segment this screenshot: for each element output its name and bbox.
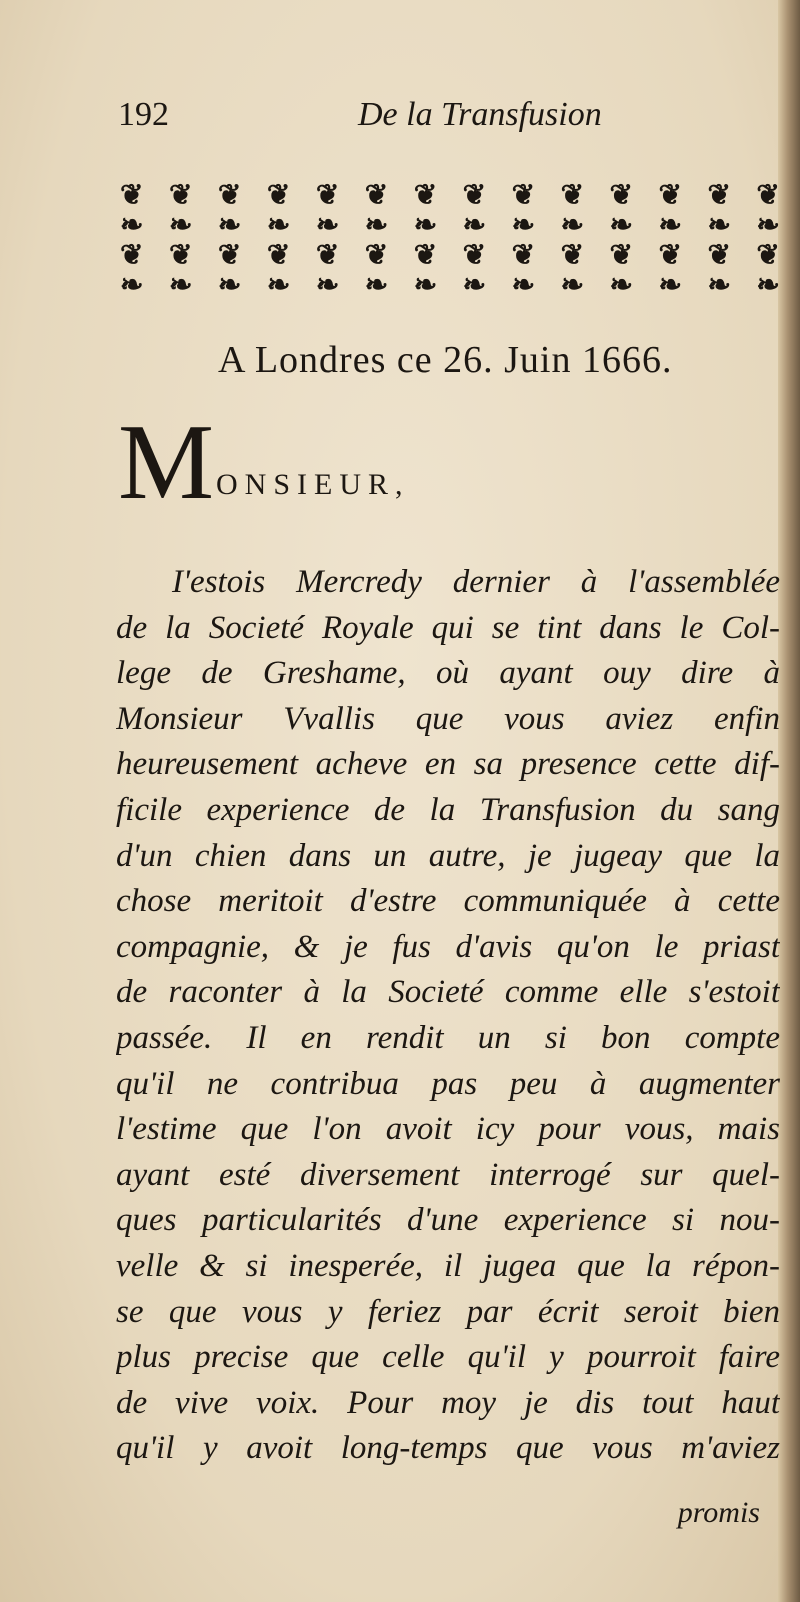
fleuron-icon: ❧ — [315, 208, 340, 241]
text-line: de raconter à la Societé comme elle s'estoit — [116, 974, 780, 1011]
fleuron-icon: ❦ — [707, 238, 731, 271]
text-line: d'un chien dans un autre, je jugeay que la — [116, 837, 780, 874]
fleuron-icon: ❧ — [120, 208, 144, 241]
text-line: Monsieur Vvallis que vous aviez enfin — [116, 700, 780, 737]
page-gutter — [778, 0, 800, 1602]
fleuron-icon: ❦ — [315, 238, 340, 271]
text-line: ayant esté diversement interrogé sur quel- — [116, 1156, 780, 1193]
fleuron-icon: ❦ — [756, 238, 780, 271]
fleuron-icon: ❧ — [168, 268, 193, 301]
fleuron-icon: ❦ — [658, 238, 682, 271]
fleuron-icon: ❦ — [315, 178, 340, 211]
text-line: passée. Il en rendit un si bon compte — [116, 1019, 780, 1056]
salutation-text: ONSIEUR, — [216, 468, 410, 501]
running-title: De la Transfusion — [358, 96, 602, 133]
text-line: velle & si inesperée, il jugea que la répon- — [116, 1247, 780, 1284]
fleuron-icon: ❦ — [266, 238, 291, 271]
drop-capital: M — [118, 403, 215, 522]
text-line: plus precise que celle qu'il y pourroit faire — [116, 1339, 780, 1376]
text-line: I'estois Mercredy dernier à l'assemblée — [172, 564, 780, 600]
fleuron-icon: ❦ — [168, 178, 193, 211]
fleuron-icon: ❦ — [609, 178, 633, 211]
fleuron-icon: ❦ — [609, 238, 633, 271]
fleuron-icon: ❦ — [266, 178, 291, 211]
fleuron-icon: ❦ — [364, 178, 389, 211]
fleuron-icon: ❧ — [462, 268, 487, 301]
fleuron-icon: ❦ — [511, 178, 536, 211]
printer-ornament-band — [120, 180, 780, 302]
fleuron-icon: ❦ — [217, 178, 242, 211]
fleuron-icon: ❧ — [756, 268, 780, 301]
fleuron-icon: ❧ — [315, 268, 340, 301]
text-line: ficile experience de la Transfusion du sang — [116, 791, 780, 828]
fleuron-icon: ❧ — [266, 268, 291, 301]
fleuron-icon: ❧ — [707, 208, 731, 241]
fleuron-icon: ❦ — [756, 178, 780, 211]
catchword: promis — [677, 1496, 760, 1529]
fleuron-icon: ❧ — [217, 208, 242, 241]
fleuron-icon: ❧ — [658, 208, 682, 241]
ornament-row — [120, 270, 780, 300]
fleuron-icon: ❦ — [462, 238, 487, 271]
fleuron-icon: ❧ — [413, 268, 438, 301]
ornament-row — [120, 210, 780, 240]
fleuron-icon: ❦ — [413, 178, 438, 211]
fleuron-icon: ❧ — [413, 208, 438, 241]
fleuron-icon: ❧ — [707, 268, 731, 301]
text-line: chose meritoit d'estre communiquée à cette — [116, 883, 780, 920]
fleuron-icon: ❦ — [168, 238, 193, 271]
text-line: de la Societé Royale qui se tint dans le Col- — [116, 609, 780, 646]
fleuron-icon: ❧ — [511, 268, 536, 301]
running-head — [118, 96, 678, 140]
fleuron-icon: ❧ — [168, 208, 193, 241]
text-line: se que vous y feriez par écrit seroit bien — [116, 1293, 780, 1330]
text-line: qu'il ne contribua pas peu à augmenter — [116, 1065, 780, 1102]
fleuron-icon: ❧ — [560, 268, 585, 301]
fleuron-icon: ❧ — [560, 208, 585, 241]
text-line: qu'il y avoit long-temps que vous m'aviez — [116, 1430, 780, 1467]
fleuron-icon: ❦ — [462, 178, 487, 211]
text-line: heureusement acheve en sa presence cette dif- — [116, 746, 780, 783]
text-line: de vive voix. Pour moy je dis tout haut — [116, 1384, 780, 1421]
fleuron-icon: ❧ — [658, 268, 682, 301]
page-number: 192 — [118, 96, 169, 133]
ornament-row — [120, 240, 780, 270]
fleuron-icon: ❦ — [413, 238, 438, 271]
text-line: l'estime que l'on avoit icy pour vous, mais — [116, 1111, 780, 1148]
ornament-row — [120, 180, 780, 210]
fleuron-icon: ❦ — [560, 178, 585, 211]
fleuron-icon: ❧ — [120, 268, 144, 301]
fleuron-icon: ❧ — [609, 208, 633, 241]
fleuron-icon: ❦ — [560, 238, 585, 271]
fleuron-icon: ❦ — [707, 178, 731, 211]
fleuron-icon: ❧ — [511, 208, 536, 241]
fleuron-icon: ❧ — [462, 208, 487, 241]
dateline: A Londres ce 26. Juin 1666. — [218, 339, 673, 381]
text-line: lege de Greshame, où ayant ouy dire à — [116, 655, 780, 692]
text-line: compagnie, & je fus d'avis qu'on le priast — [116, 928, 780, 965]
fleuron-icon: ❦ — [511, 238, 536, 271]
fleuron-icon: ❧ — [609, 268, 633, 301]
fleuron-icon: ❦ — [364, 238, 389, 271]
letter-body — [116, 560, 780, 1472]
fleuron-icon: ❦ — [658, 178, 682, 211]
fleuron-icon: ❦ — [120, 238, 144, 271]
fleuron-icon: ❧ — [364, 268, 389, 301]
fleuron-icon: ❦ — [120, 178, 144, 211]
fleuron-icon: ❧ — [266, 208, 291, 241]
text-line: ques particularités d'une experience si nou- — [116, 1202, 780, 1239]
fleuron-icon: ❧ — [217, 268, 242, 301]
fleuron-icon: ❧ — [756, 208, 780, 241]
fleuron-icon: ❦ — [217, 238, 242, 271]
fleuron-icon: ❧ — [364, 208, 389, 241]
